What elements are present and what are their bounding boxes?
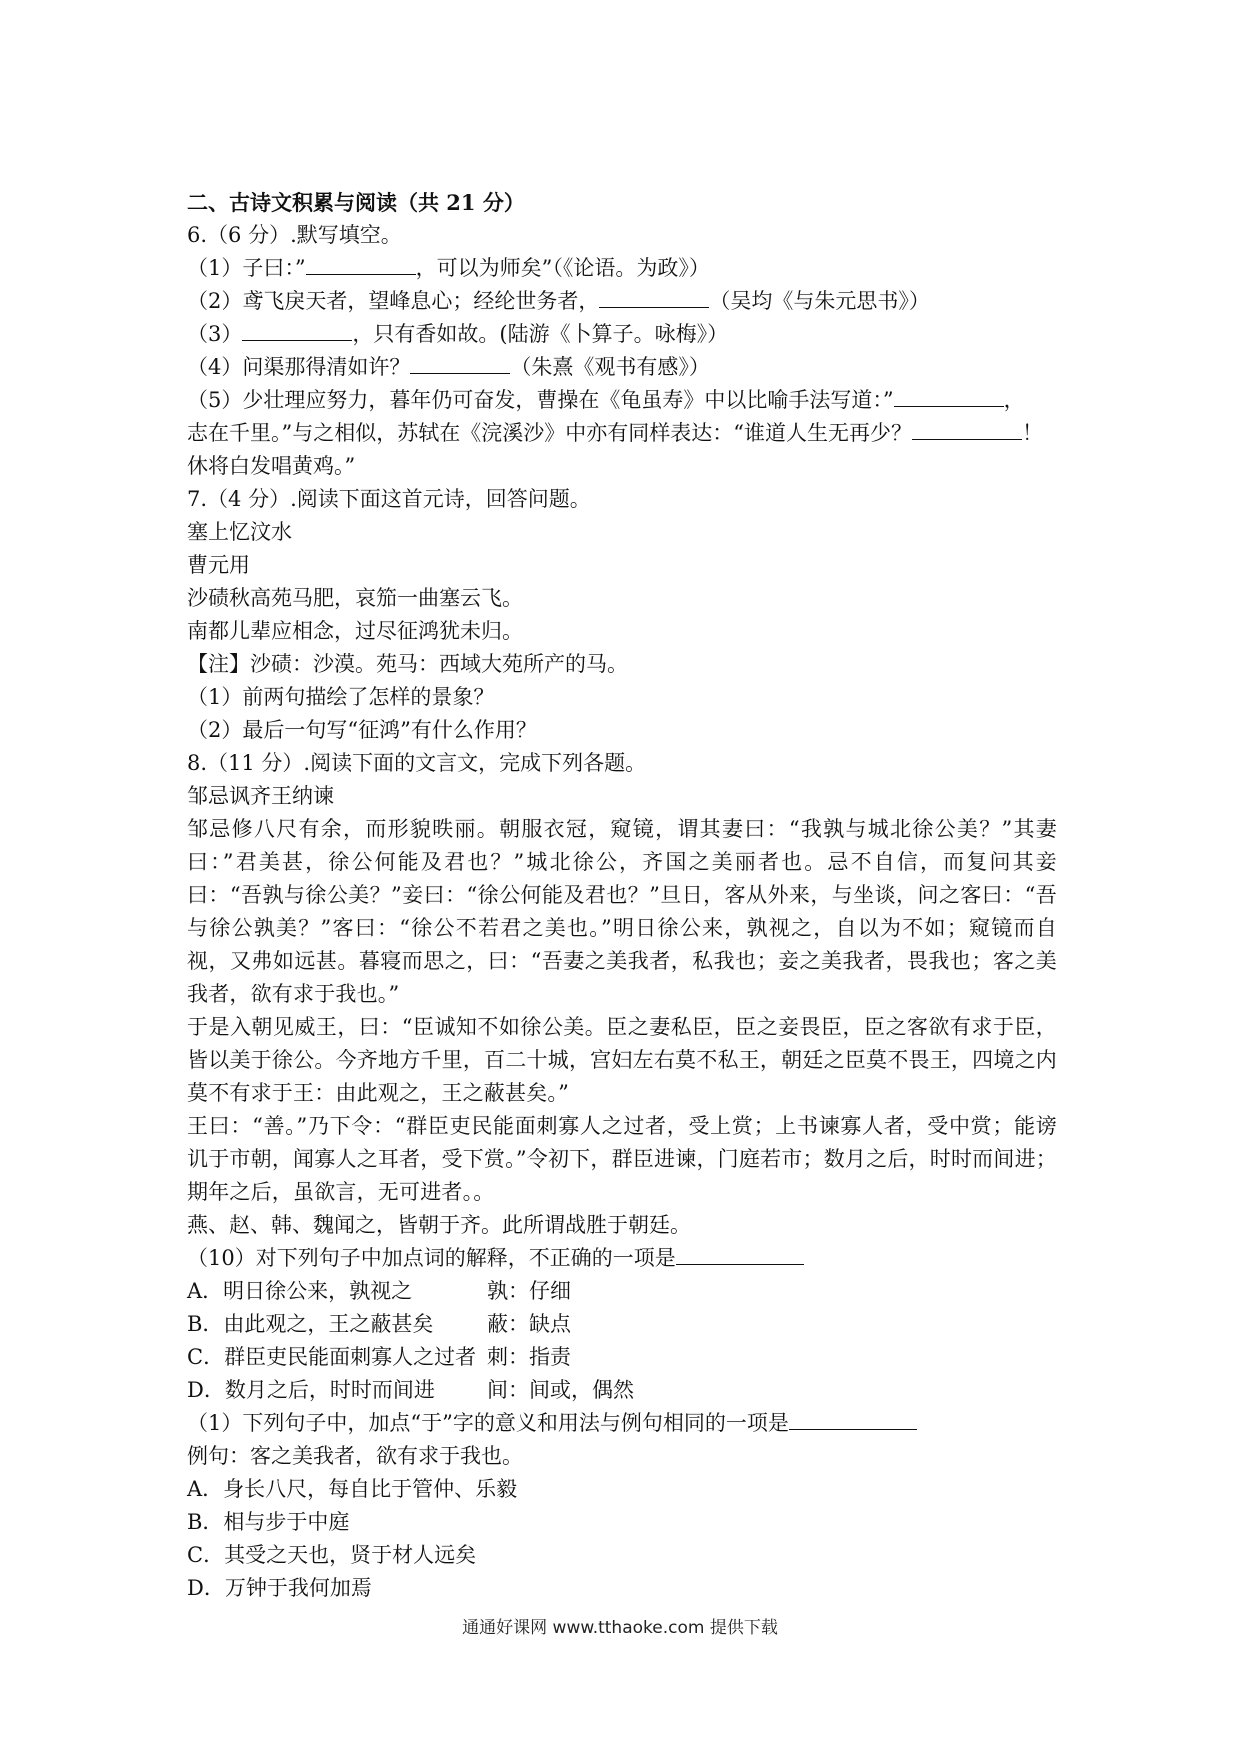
passage-paragraph-3: 王曰：“善。”乃下令：“群臣吏民能面刺寡人之过者，受上赏；上书谏寡人者，受中赏；能谤讥于市朝，闻寡人之耳者，受下赏。”令初下，群臣进谏，门庭若市；数月之后，时时而间进；期年之后，虽欲言，无可进者。。 — [187, 1114, 1057, 1204]
option-row: B．相与步于中庭 — [187, 1510, 350, 1534]
option-sentence: D．数月之后，时时而间进 — [187, 1378, 435, 1402]
answer-blank — [894, 384, 1004, 407]
answer-blank — [676, 1242, 804, 1265]
q8-sub-10 — [187, 1242, 1057, 1275]
q6-item-3-prefix: （3） — [187, 322, 243, 346]
q6-item-2 — [187, 285, 1057, 318]
page-footer: 通通好课网 www.tthaoke.com 提供下载 — [462, 1618, 778, 1638]
poem-line: 沙碛秋高苑马肥，哀笳一曲塞云飞。 — [187, 586, 523, 610]
q6-item-5-continued — [187, 417, 1057, 450]
option-row: D．万钟于我何加焉 — [187, 1576, 372, 1600]
passage-paragraph-1: 邹忌修八尺有余，而形貌昳丽。朝服衣冠，窥镜，谓其妻曰：“我孰与城北徐公美？”其妻曰：”君美甚，徐公何能及君也？”城北徐公，齐国之美丽者也。忌不自信，而复问其妾曰：“吾孰与徐公美？”妾曰：“徐公何能及君也？”旦日，客从外来，与坐谈，问之客曰：“吾与徐公孰美？”客曰：“徐公不若君之美也。”明日徐公来，孰视之，自以为不如；窥镜而自视，又弗如远甚。暮寝而思之，曰：“吾妻之美我者，私我也；妾之美我者，畏我也；客之美我者，欲有求于我也。” — [187, 817, 1057, 1006]
q7-sub-1: （1）前两句描绘了怎样的景象？ — [187, 685, 495, 709]
q6-item-3-suffix: ，只有香如故。(陆游《卜算子。咏梅》） — [352, 322, 729, 346]
option-row — [187, 1341, 1057, 1374]
answer-blank — [912, 417, 1022, 440]
q6-header: 6.（6 分）.默写填空。 — [187, 223, 402, 247]
q6-item-3 — [187, 318, 1057, 351]
answer-blank — [599, 285, 709, 308]
q6-item-5 — [187, 384, 1057, 417]
option-explanation: 孰：仔细 — [487, 1279, 571, 1303]
q6-item-1-suffix: ，可以为师矣”（《论语。为政》） — [415, 256, 710, 280]
option-sentence: C．群臣吏民能面刺寡人之过者 — [187, 1345, 477, 1369]
option-sentence: B．由此观之，王之蔽甚矣 — [187, 1312, 434, 1336]
option-sentence: A．明日徐公来，孰视之 — [187, 1279, 413, 1303]
q6-item-4-suffix: （朱熹《观书有感》） — [510, 355, 710, 379]
answer-blank — [242, 318, 352, 341]
q6-item-5-cont-prefix: 志在千里。”与之相似，苏轼在《浣溪沙》中亦有同样表达：“谁道人生无再少？ — [187, 421, 912, 445]
poem-author: 曹元用 — [187, 553, 250, 577]
section-title: 二、古诗文积累与阅读（共 21 分） — [187, 190, 525, 215]
q6-item-5-end: 休将白发唱黄鸡。” — [187, 454, 356, 478]
option-explanation: 间：间或，偶然 — [487, 1378, 634, 1402]
q7-sub-2: （2）最后一句写“征鸿”有什么作用？ — [187, 718, 537, 742]
q8-sub-10-text: （10）对下列句子中加点词的解释，不正确的一项是 — [187, 1246, 676, 1270]
q7-header: 7.（4 分）.阅读下面这首元诗，回答问题。 — [187, 487, 591, 511]
option-row — [187, 1275, 1057, 1308]
q6-item-1 — [187, 252, 1057, 285]
option-row — [187, 1374, 1057, 1407]
document-content — [187, 186, 1057, 1605]
q6-item-1-prefix: （1）子曰：” — [187, 256, 306, 280]
option-explanation: 蔽：缺点 — [487, 1312, 571, 1336]
q6-item-2-suffix: （吴均《与朱元思书》） — [709, 289, 930, 313]
q8-sub-1-text: （1）下列句子中，加点“于”字的意义和用法与例句相同的一项是 — [187, 1411, 789, 1435]
passage-paragraph-4: 燕、赵、韩、魏闻之，皆朝于齐。此所谓战胜于朝廷。 — [187, 1213, 691, 1237]
q6-item-4-prefix: （4）问渠那得清如许？ — [187, 355, 411, 379]
q6-item-5-prefix: （5）少壮理应努力，暮年仍可奋发，曹操在《龟虽寿》中以比喻手法写道：” — [187, 388, 894, 412]
q6-item-5-cont-suffix: ！ — [1021, 421, 1043, 445]
answer-blank — [410, 351, 510, 374]
q6-item-5-suffix: ， — [1003, 388, 1025, 412]
option-explanation: 刺：指责 — [487, 1345, 571, 1369]
example-sentence: 例句：客之美我者，欲有求于我也。 — [187, 1444, 523, 1468]
option-row: C．其受之天也，贤于材人远矣 — [187, 1543, 477, 1567]
passage-title: 邹忌讽齐王纳谏 — [187, 784, 334, 808]
passage-paragraph-2: 于是入朝见威王，曰：“臣诚知不如徐公美。臣之妻私臣，臣之妾畏臣，臣之客欲有求于臣，皆以美于徐公。今齐地方千里，百二十城，宫妇左右莫不私王，朝廷之臣莫不畏王，四境之内莫不有求于王：由此观之，王之蔽甚矣。” — [187, 1015, 1057, 1105]
answer-blank — [306, 252, 416, 275]
q8-sub-1 — [187, 1407, 1057, 1440]
q6-item-4 — [187, 351, 1057, 384]
answer-blank — [789, 1407, 917, 1430]
poem-title: 塞上忆汶水 — [187, 520, 292, 544]
option-row — [187, 1308, 1057, 1341]
q8-header: 8.（11 分）.阅读下面的文言文，完成下列各题。 — [187, 751, 647, 775]
option-row: A．身长八尺，每自比于管仲、乐毅 — [187, 1477, 518, 1501]
poem-line: 南都儿辈应相念，过尽征鸿犹未归。 — [187, 619, 523, 643]
q6-item-2-prefix: （2）鸢飞戾天者，望峰息心；经纶世务者， — [187, 289, 600, 313]
poem-note: 【注】沙碛：沙漠。苑马：西域大苑所产的马。 — [187, 652, 628, 676]
